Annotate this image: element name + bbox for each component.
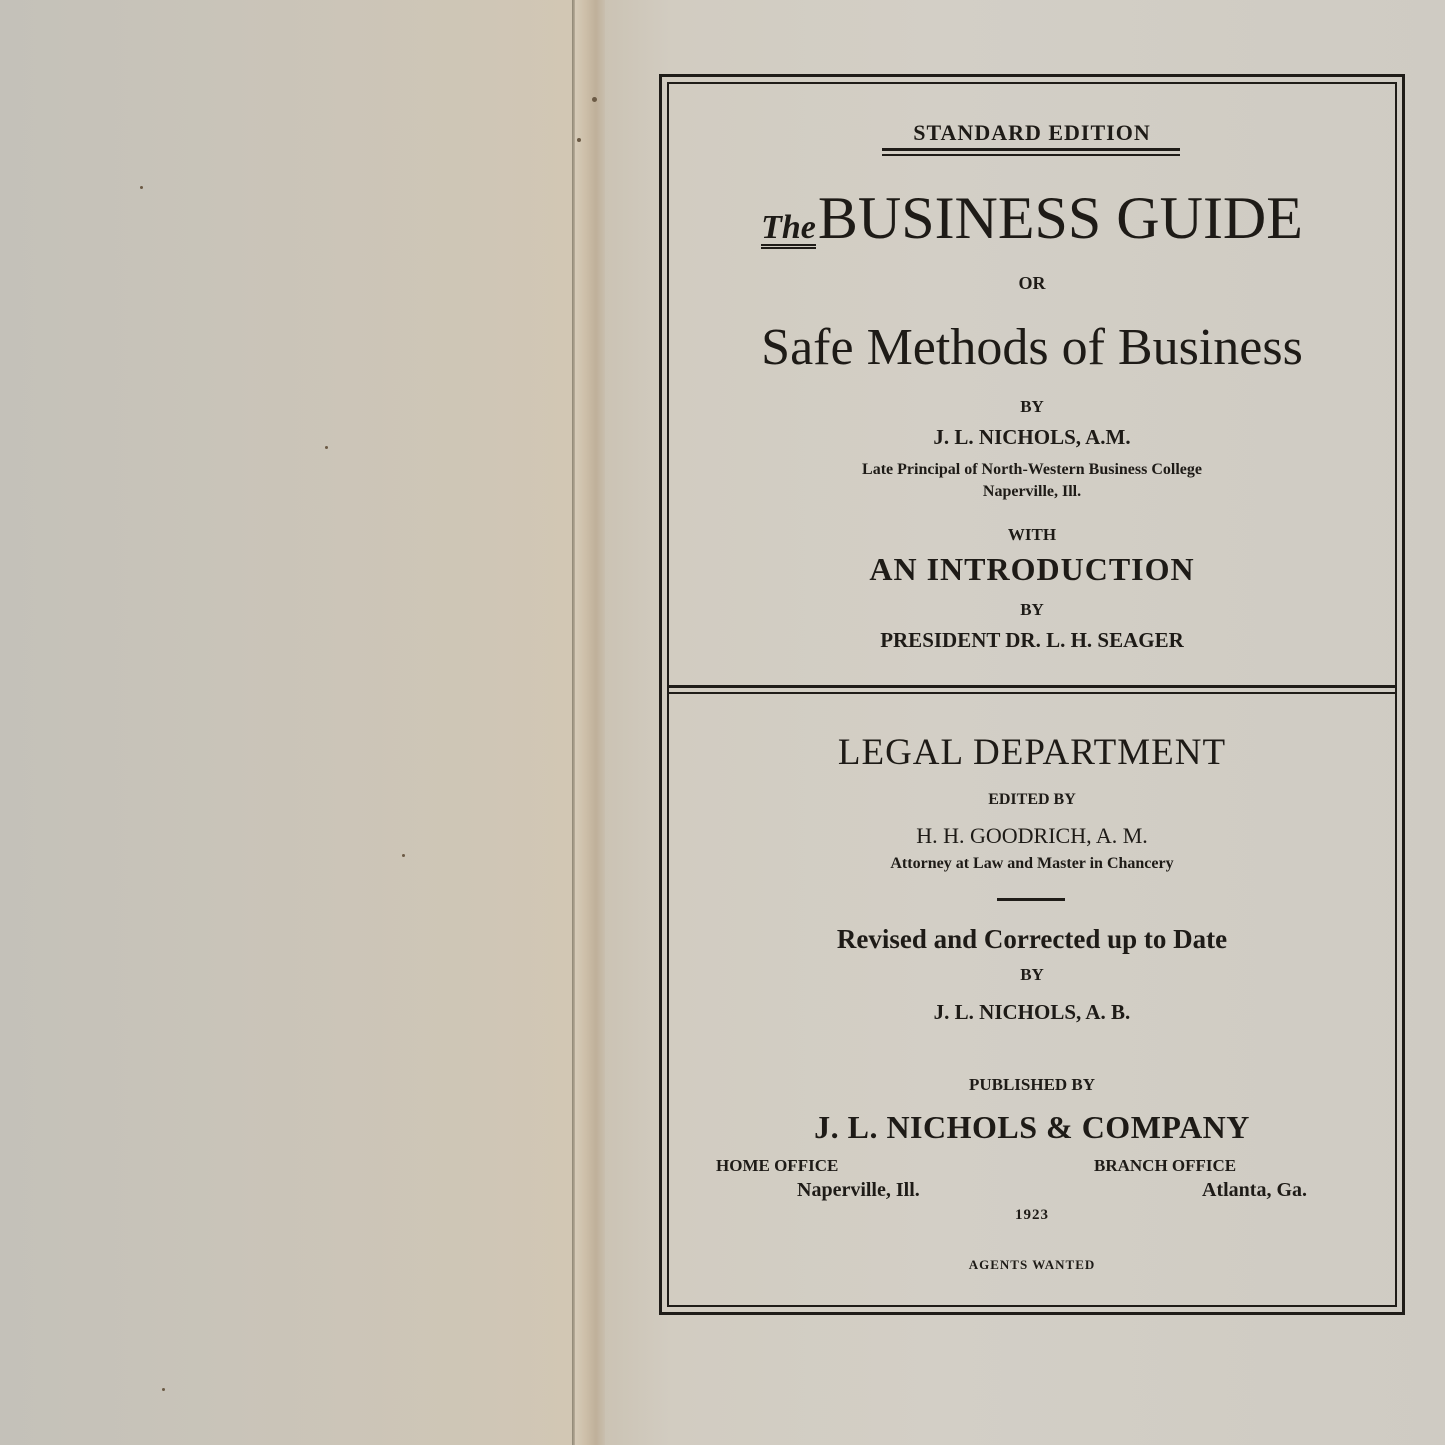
paper-speck bbox=[592, 97, 597, 102]
branch-office-city: Atlanta, Ga. bbox=[1202, 1179, 1307, 1201]
title-prefix: The bbox=[761, 213, 816, 249]
edition-underline-thick bbox=[882, 148, 1180, 151]
paper-speck bbox=[140, 186, 143, 189]
paper-speck bbox=[402, 854, 405, 857]
section-divider-bottom bbox=[667, 692, 1397, 694]
left-page-blank bbox=[0, 0, 572, 1445]
home-office-label: HOME OFFICE bbox=[716, 1156, 839, 1175]
legal-heading: LEGAL DEPARTMENT bbox=[837, 732, 1227, 773]
intro-by: BY bbox=[1020, 600, 1044, 619]
intro-author: PRESIDENT DR. L. H. SEAGER bbox=[880, 628, 1184, 652]
revised-note: Revised and Corrected up to Date bbox=[836, 924, 1228, 954]
author-location: Naperville, Ill. bbox=[982, 483, 1082, 500]
revised-by: BY bbox=[1020, 965, 1044, 984]
paper-speck bbox=[162, 1388, 165, 1391]
book-subtitle: Safe Methods of Business bbox=[761, 319, 1303, 376]
introduction-heading: AN INTRODUCTION bbox=[869, 551, 1195, 587]
editor-role: Attorney at Law and Master in Chancery bbox=[890, 855, 1174, 872]
edition-underline-thin bbox=[882, 154, 1180, 156]
branch-office-label: BRANCH OFFICE bbox=[1094, 1156, 1237, 1175]
book-title bbox=[667, 185, 1397, 251]
publication-year: 1923 bbox=[1015, 1207, 1049, 1223]
title-main: BUSINESS GUIDE bbox=[817, 185, 1303, 251]
with-label: WITH bbox=[1007, 525, 1057, 544]
author-name: J. L. NICHOLS, A.M. bbox=[933, 425, 1131, 449]
short-rule bbox=[997, 898, 1065, 901]
author-by: BY bbox=[1020, 397, 1044, 416]
author-role: Late Principal of North-Western Business College bbox=[862, 461, 1202, 478]
section-divider-top bbox=[667, 685, 1397, 688]
published-by: PUBLISHED BY bbox=[968, 1075, 1096, 1094]
book-gutter bbox=[575, 0, 605, 1445]
paper-speck bbox=[325, 446, 328, 449]
edited-by: EDITED BY bbox=[988, 791, 1076, 808]
agents-wanted: AGENTS WANTED bbox=[968, 1257, 1096, 1272]
paper-speck bbox=[577, 138, 581, 142]
home-office-city: Naperville, Ill. bbox=[797, 1179, 920, 1201]
publisher-name: J. L. NICHOLS & COMPANY bbox=[814, 1109, 1250, 1145]
reviser-name: J. L. NICHOLS, A. B. bbox=[933, 1000, 1131, 1024]
editor-name: H. H. GOODRICH, A. M. bbox=[916, 823, 1148, 848]
edition-label: STANDARD EDITION bbox=[913, 120, 1151, 145]
title-or: OR bbox=[1018, 273, 1046, 293]
